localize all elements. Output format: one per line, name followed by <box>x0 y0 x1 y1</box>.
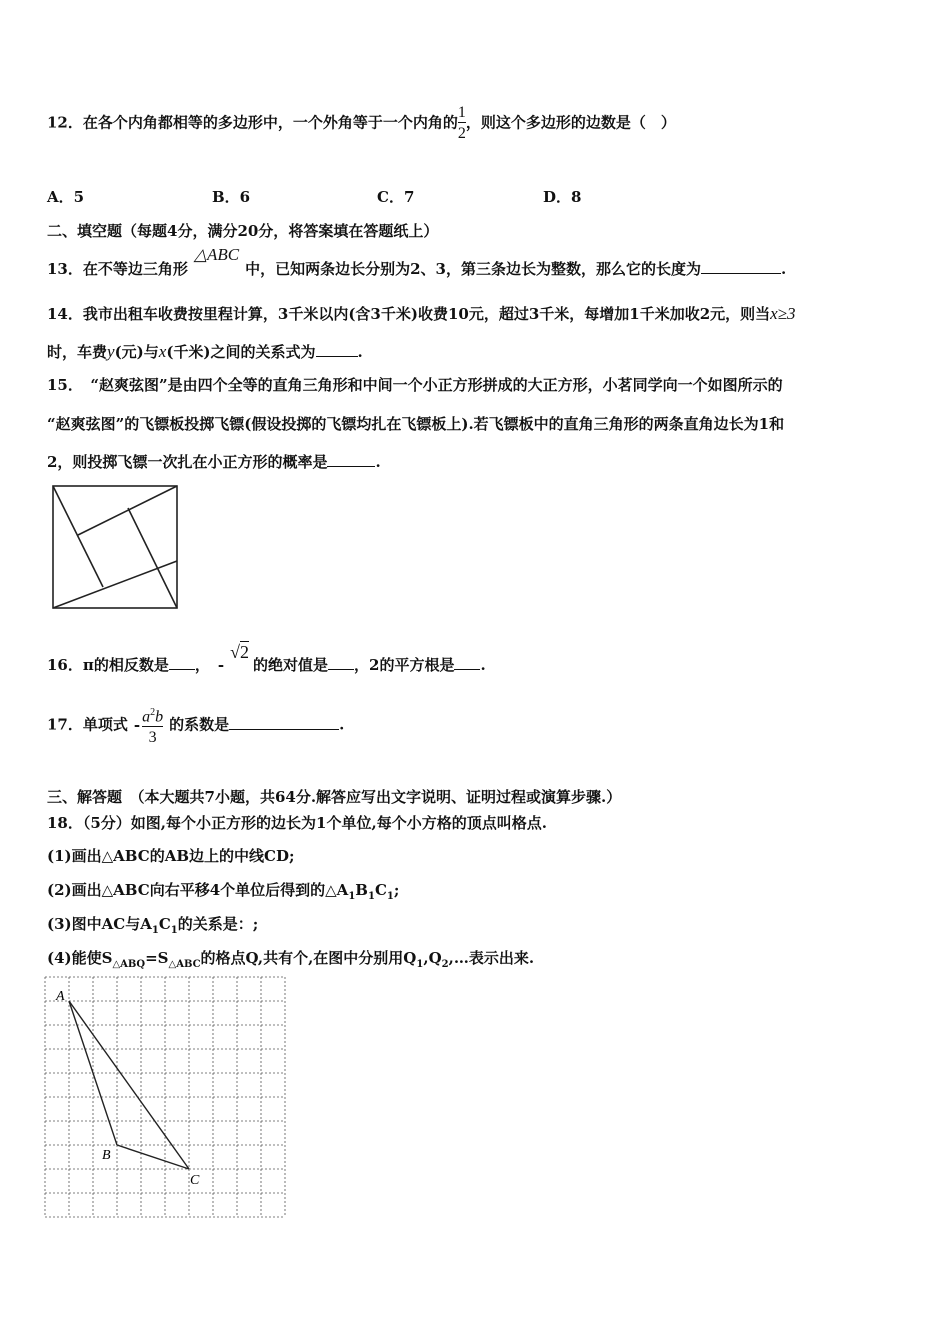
q13-answer-blank[interactable] <box>701 259 781 274</box>
q12-prefix: 12．在各个内角都相等的多边形中，一个外角等于一个内角的 <box>47 113 458 132</box>
q12-stem <box>47 104 676 143</box>
q16-sqrt-symbol: √ <box>230 642 240 662</box>
q18-p2-c: C <box>374 881 387 899</box>
q18-p2-sub3: 1 <box>386 891 394 902</box>
q12-option-a: A．5 <box>47 188 85 206</box>
q18-p4-e: ,…表示出来. <box>448 949 535 967</box>
q17-fraction <box>142 704 163 747</box>
q16-sqrt-value: 2 <box>240 642 249 662</box>
grid-figure <box>44 976 288 1220</box>
q18-part1: (1)画出△ABC的AB边上的中线CD; <box>47 847 295 865</box>
grid-lines <box>45 977 285 1217</box>
q18-part2 <box>47 879 399 902</box>
q14-text1: 14．我市出租车收费按里程计算，3千米以内(含3千米)收费10元，超过3千米，每增加1千米加收2元，则当 <box>47 305 771 323</box>
q18-p4-b: =S <box>145 949 169 967</box>
q16-text-b: ， <box>194 656 210 674</box>
q14-answer-blank[interactable] <box>316 342 358 357</box>
q18-part3 <box>47 913 258 936</box>
q16-blank-2[interactable] <box>328 655 354 670</box>
q13-triangle-math: △ABC <box>193 245 240 264</box>
q18-p2-a: (2)画出△ABC向右平移4个单位后得到的△A <box>47 881 349 899</box>
label-a: A <box>56 989 65 1004</box>
q18-p3-sub1: 1 <box>151 925 159 936</box>
q16-text-c: 的绝对值是 <box>253 656 329 674</box>
q18-part4 <box>47 947 534 970</box>
q18-p3-b: C <box>158 915 171 933</box>
q18-p2-sub1: 1 <box>348 891 356 902</box>
q15-line3 <box>47 451 381 472</box>
zhao-shuang-figure <box>50 483 182 611</box>
q17-num-exp: 2 <box>150 707 156 718</box>
q18-p4-d: ,Q <box>423 949 442 967</box>
q14-line1 <box>47 303 796 324</box>
q12-frac-num: 1 <box>457 104 466 121</box>
q18-p2-sub2: 1 <box>367 891 375 902</box>
section3-heading: 三、解答题 （本大题共7小题，共64分.解答应写出文字说明、证明过程或演算步骤.） <box>47 788 622 806</box>
q18-title: 18．（5分）如图,每个小正方形的边长为1个单位,每个小方格的顶点叫格点. <box>47 814 547 832</box>
q14-text2b: (元)与 <box>114 343 159 361</box>
q14-var-x: x <box>158 342 167 361</box>
q18-p2-d: ; <box>393 881 400 899</box>
q17-num-a: a <box>142 708 151 726</box>
q16-text-d: ，2的平方根是 <box>354 656 455 674</box>
q17-neg-sign: - <box>133 715 141 734</box>
edge-ac <box>69 1001 189 1169</box>
q15-line1: 15． “赵爽弦图”是由四个全等的直角三角形和中间一个小正方形拼成的大正方形，小茗同学向一个如图所示的 <box>47 376 783 394</box>
q14-condition: x≥3 <box>770 304 796 323</box>
q17-end: . <box>339 715 345 734</box>
triangle-edge-3 <box>128 508 177 608</box>
q18-p4-sub3: 1 <box>416 959 424 970</box>
q16-sqrt <box>230 642 249 662</box>
q18-p4-a: (4)能使S <box>47 949 113 967</box>
q15-end: . <box>375 453 381 471</box>
q18-p4-sub2: △ABC <box>168 959 201 970</box>
outer-square <box>53 486 177 608</box>
q12-suffix: ，则这个多边形的边数是（ ） <box>465 113 676 132</box>
q14-line2 <box>47 341 363 362</box>
triangle-edge-2 <box>53 561 177 608</box>
q13-suffix: 中，已知两条边长分别为2、3，第三条边长为整数，那么它的长度为 <box>245 260 701 278</box>
q17-numerator <box>142 704 163 726</box>
q16-blank-3[interactable] <box>454 655 480 670</box>
q12-fraction <box>458 104 466 143</box>
q15-text3: 2，则投掷飞镖一次扎在小正方形的概率是 <box>47 453 328 471</box>
q15-answer-blank[interactable] <box>327 452 375 467</box>
q13-prefix: 13．在不等边三角形 <box>47 260 188 278</box>
section2-heading: 二、填空题（每题4分，满分20分，将答案填在答题纸上） <box>47 222 439 240</box>
q17-answer-blank[interactable] <box>229 715 339 730</box>
q16-stem <box>47 642 486 675</box>
q17-num-b: b <box>155 708 164 726</box>
q12-frac-den: 2 <box>458 122 466 143</box>
q16-end: . <box>480 656 486 674</box>
q13-stem <box>47 244 787 278</box>
q12-option-c: C．7 <box>377 188 415 206</box>
q17-prefix: 17．单项式 <box>47 715 128 734</box>
q14-end: . <box>357 343 363 361</box>
q14-text2c: (千米)之间的关系式为 <box>166 343 316 361</box>
q16-text-a: 16．π的相反数是 <box>47 656 169 674</box>
q17-denominator: 3 <box>142 726 163 747</box>
q16-blank-1[interactable] <box>169 655 195 670</box>
edge-bc <box>117 1145 189 1169</box>
q18-p3-c: 的关系是：; <box>177 915 259 933</box>
triangle-edge-4 <box>78 486 177 535</box>
q13-end: . <box>780 260 787 278</box>
label-c: C <box>190 1173 200 1188</box>
q16-neg-sign: - <box>217 656 225 674</box>
q14-text2a: 时，车费 <box>47 343 108 361</box>
triangle-edge-1 <box>53 486 103 587</box>
q18-p3-sub2: 1 <box>170 925 178 936</box>
q12-option-b: B．6 <box>212 188 251 206</box>
label-b: B <box>102 1148 111 1163</box>
q14-var-y: y <box>107 342 115 361</box>
q18-p4-sub1: △ABQ <box>112 959 146 970</box>
q18-p4-sub4: 2 <box>441 959 449 970</box>
q17-suffix: 的系数是 <box>169 715 230 734</box>
q12-option-d: D．8 <box>543 188 582 206</box>
q18-p4-c: 的格点Q,共有个,在图中分别用Q <box>200 949 417 967</box>
q18-p2-b: B <box>355 881 368 899</box>
q17-stem <box>47 704 344 747</box>
q15-line2: “赵爽弦图”的飞镖板投掷飞镖(假设投掷的飞镖均扎在飞镖板上).若飞镖板中的直角三角形的两条直角边长为1和 <box>47 415 785 433</box>
q18-p3-a: (3)图中AC与A <box>47 915 152 933</box>
